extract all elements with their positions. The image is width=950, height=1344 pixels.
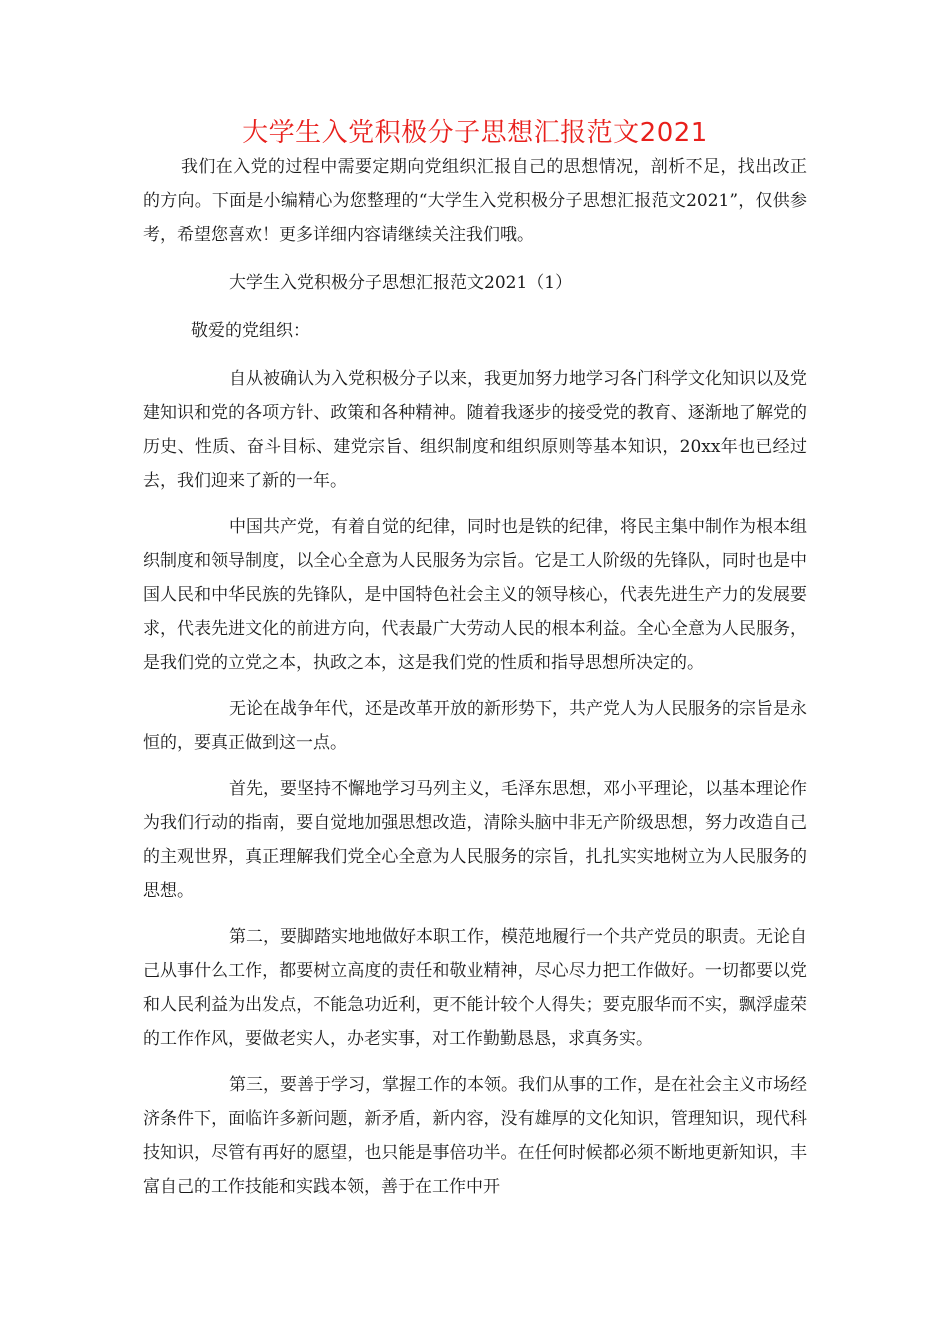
- document-body: [143, 150, 807, 1216]
- intro-paragraph: 我们在入党的过程中需要定期向党组织汇报自己的思想情况，剖析不足，找出改正的方向。下面是小编精心为您整理的“大学生入党积极分子思想汇报范文2021”，仅供参考，希望您喜欢！更多详细内容请继续关注我们哦。: [143, 157, 807, 245]
- section-subtitle: 大学生入党积极分子思想汇报范文2021（1）: [229, 273, 573, 293]
- body-paragraph: 第二，要脚踏实地地做好本职工作，模范地履行一个共产党员的职责。无论自己从事什么工作，都要树立高度的责任和敬业精神，尽心尽力把工作做好。一切都要以党和人民利益为出发点，不能急功近利，更不能计较个人得失；要克服华而不实，飘浮虚荣的工作作风，要做老实人，办老实事，对工作勤勤恳恳，求真务实。: [143, 927, 807, 1049]
- salutation: 敬爱的党组织：: [191, 321, 310, 341]
- body-paragraph: 自从被确认为入党积极分子以来，我更加努力地学习各门科学文化知识以及党建知识和党的各项方针、政策和各种精神。随着我逐步的接受党的教育、逐渐地了解党的历史、性质、奋斗目标、建党宗旨、组织制度和组织原则等基本知识，20xx年也已经过去，我们迎来了新的一年。: [143, 369, 807, 491]
- body-paragraph: 中国共产党，有着自觉的纪律，同时也是铁的纪律，将民主集中制作为根本组织制度和领导制度，以全心全意为人民服务为宗旨。它是工人阶级的先锋队，同时也是中国人民和中华民族的先锋队，是中国特色社会主义的领导核心，代表先进生产力的发展要求，代表先进文化的前进方向，代表最广大劳动人民的根本利益。全心全意为人民服务，是我们党的立党之本，执政之本，这是我们党的性质和指导思想所决定的。: [143, 517, 807, 673]
- document-title: 大学生入党积极分子思想汇报范文2021: [242, 118, 708, 148]
- body-paragraph: 首先，要坚持不懈地学习马列主义，毛泽东思想，邓小平理论，以基本理论作为我们行动的指南，要自觉地加强思想改造，清除头脑中非无产阶级思想，努力改造自己的主观世界，真正理解我们党全心全意为人民服务的宗旨，扎扎实实地树立为人民服务的思想。: [143, 779, 807, 901]
- body-paragraph: 无论在战争年代，还是改革开放的新形势下，共产党人为人民服务的宗旨是永恒的，要真正做到这一点。: [143, 699, 807, 753]
- body-paragraph: 第三，要善于学习，掌握工作的本领。我们从事的工作，是在社会主义市场经济条件下，面临许多新问题，新矛盾，新内容，没有雄厚的文化知识，管理知识，现代科技知识，尽管有再好的愿望，也只能是事倍功半。在任何时候都必须不断地更新知识，丰富自己的工作技能和实践本领，善于在工作中开: [143, 1075, 807, 1197]
